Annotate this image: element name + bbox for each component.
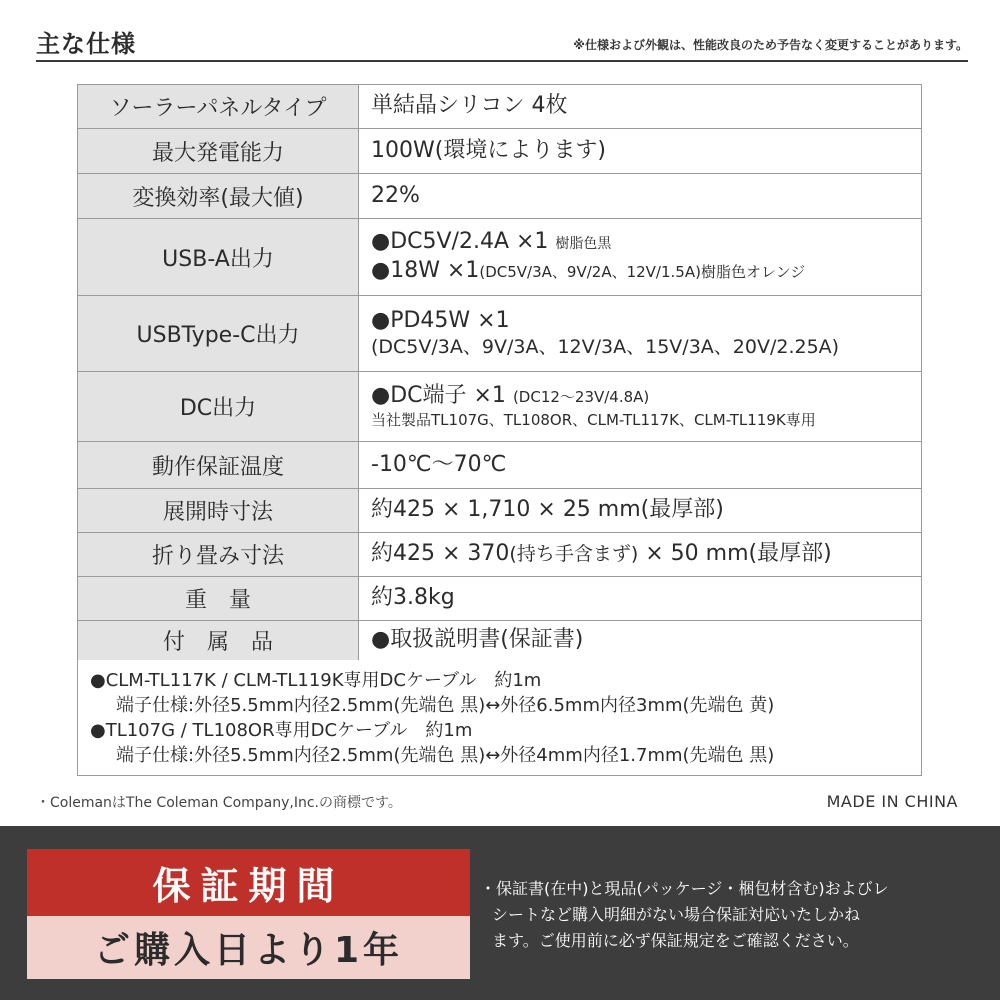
accessory-item: ●CLM-TL117K / CLM-TL119K専用DCケーブル 約1m [90,670,542,691]
spec-value: ●DC端子 ×1 [371,383,506,409]
spec-value: ●取扱説明書(保証書) [371,627,584,653]
spec-change-notice: ※仕様および外観は、性能改良のため予告なく変更することがあります。 [573,38,968,52]
spec-value-note: 樹脂色黒 [555,236,612,253]
spec-value: -10℃〜70℃ [371,451,507,477]
spec-row-usb-c [78,296,921,372]
warranty-note-line: ます。ご使用前に必ず保証規定をご確認ください。 [492,931,859,950]
spec-value: ●18W ×1 [371,258,480,283]
spec-value: 約3.8kg [371,585,455,611]
spec-row-weight [78,577,921,621]
spec-label: 最大発電能力 [78,129,359,173]
spec-value-note: (持ち手含まず) [509,543,639,566]
spec-label: USBType-C出力 [78,296,359,371]
spec-label: 重 量 [78,577,359,620]
spec-value-note: (DC5V/3A、9V/2A、12V/1.5A)樹脂色オレンジ [479,263,806,281]
spec-label: 付 属 品 [78,621,359,660]
spec-row-efficiency [78,174,921,219]
warranty-note-line: シートなど購入明細がない場合保証対応いたしかね [492,905,861,924]
trademark-note: ・ColemanはThe Coleman Company,Inc.の商標です。 [36,795,402,811]
spec-value: 約425 × 370 [371,541,510,567]
spec-value: × 50 mm(最厚部) [638,541,832,567]
accessory-cable-list [78,660,921,776]
warranty-note [480,876,980,954]
spec-value: 約425 × 1,710 × 25 mm(最厚部) [371,497,724,523]
spec-value: ●PD45W ×1 [371,307,510,333]
page-title: 主な仕様 [36,30,136,58]
made-in-label: MADE IN CHINA [826,792,958,811]
spec-label: ソーラーパネルタイプ [78,85,359,128]
spec-row-temperature [78,442,921,489]
accessory-detail: 端子仕様:外径5.5mm内径2.5mm(先端色 黒)↔外径4mm内径1.7mm(先端色 黒) [116,745,775,766]
spec-label: 動作保証温度 [78,442,359,488]
spec-row-max-output [78,129,921,174]
spec-row-folded-size [78,533,921,577]
spec-label: 変換効率(最大値) [78,174,359,218]
accessory-item: ●TL107G / TL108OR専用DCケーブル 約1m [90,720,473,741]
spec-row-panel-type [78,85,921,129]
spec-label: 展開時寸法 [78,489,359,532]
spec-value-note: (DC5V/3A、9V/3A、12V/3A、15V/3A、20V/2.25A) [371,336,840,359]
spec-value-note: 当社製品TL107G、TL108OR、CLM-TL117K、CLM-TL119K専用 [371,411,816,430]
spec-value: ●DC5V/2.4A ×1 [371,229,549,255]
spec-value: 22% [371,182,420,208]
spec-row-dc [78,372,921,442]
spec-value: 単結晶シリコン 4枚 [371,93,568,119]
spec-row-usb-a [78,219,921,296]
warranty-period: ご購入日より1年 [27,916,470,979]
spec-row-accessories [78,621,921,660]
accessory-detail: 端子仕様:外径5.5mm内径2.5mm(先端色 黒)↔外径6.5mm内径3mm(先端色 黄) [116,695,775,716]
spec-value-note: (DC12〜23V/4.8A) [512,388,650,407]
warranty-title: 保証期間 [27,849,470,916]
spec-table [77,84,922,776]
header [36,22,968,62]
spec-label: DC出力 [78,372,359,441]
spec-value: 100W(環境によります) [371,137,606,163]
warranty-note-line: ・保証書(在中)と現品(パッケージ・梱包材含む)およびレ [480,879,889,898]
spec-row-unfolded-size [78,489,921,533]
spec-label: USB-A出力 [78,219,359,295]
spec-label: 折り畳み寸法 [78,533,359,576]
